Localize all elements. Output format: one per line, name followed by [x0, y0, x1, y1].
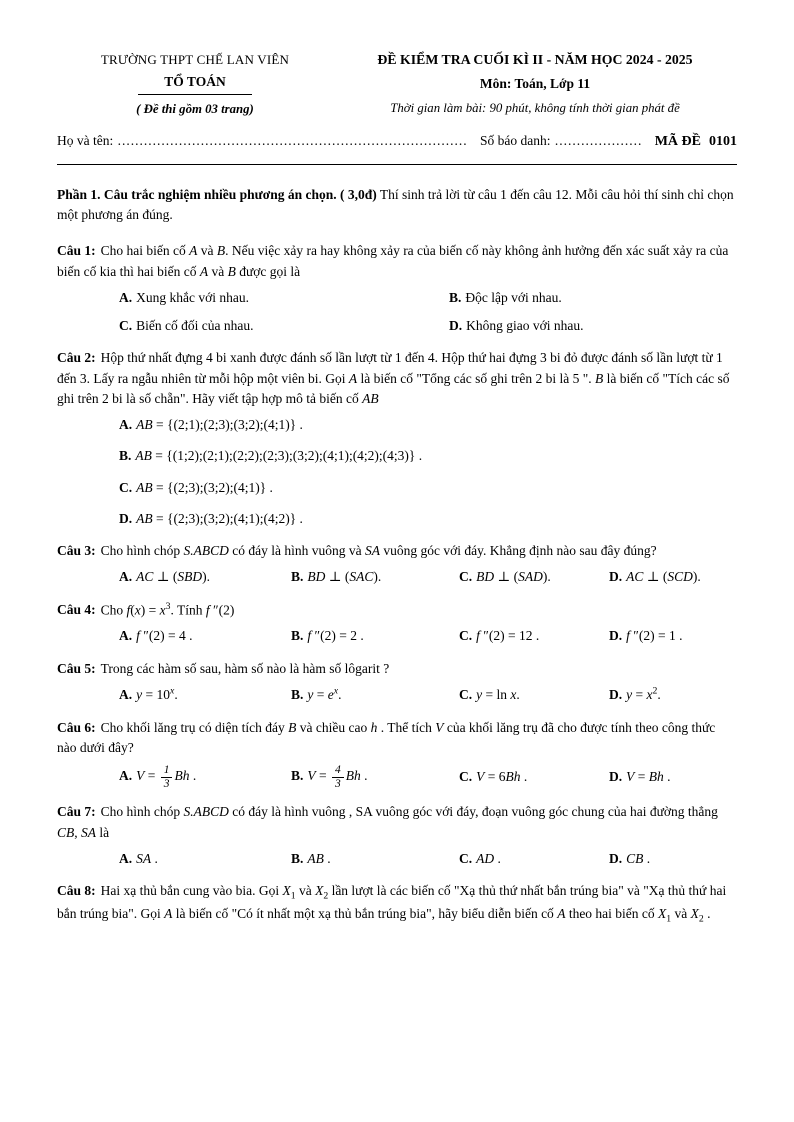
option-text: f ″(2) = 1 . [626, 628, 683, 644]
question-2-option-d [119, 509, 737, 529]
candidate-name-field [57, 131, 468, 151]
question-3 [57, 541, 737, 588]
option-text: AB = {(2;3);(3;2);(4;1);(4;2)} . [136, 510, 303, 526]
question-6-option-a [119, 764, 281, 790]
option-letter: B. [449, 289, 462, 305]
exam-duration: Thời gian làm bài: 90 phút, không tính thời gian phát đề [390, 100, 680, 115]
department [57, 72, 333, 95]
option-letter: D. [449, 318, 463, 334]
question-1-option-d [449, 316, 737, 336]
option-text: V = Bh . [626, 769, 671, 785]
header-right [333, 50, 737, 119]
option-letter: A. [119, 687, 133, 703]
option-text: AB = {(1;2);(2;1);(2;2);(2;3);(3;2);(4;1);(4;2);(4;3)} . [135, 448, 423, 464]
option-letter: D. [609, 850, 623, 866]
option-letter: A. [119, 289, 133, 305]
sbd-label: Số báo danh: [479, 132, 551, 148]
question-3-option-c [459, 567, 599, 587]
question-2-option-a [119, 415, 737, 435]
option-text: $y = x^2$. [626, 685, 661, 703]
question-3-label: Câu 3: [57, 543, 96, 559]
option-text: $y = 10^x$. [136, 685, 178, 703]
question-1-option-b [449, 288, 737, 308]
option-text: AD . [476, 850, 501, 866]
question-3-option-a [119, 567, 281, 587]
question-2-option-b [119, 446, 737, 466]
question-2-text: Câu 2: Hộp thứ nhất đựng 4 bi xanh được đánh số lần lượt từ 1 đến 4. Hộp thứ hai đựng 3 bi đỏ được đánh số lần lượt từ 1 đến 3. Lấy ra ngẫu nhiên từ mỗi hộp một viên bi. Gọi A là biến cố "Tổng các số ghi trên 2 bi là 5 ". B là biến cố "Tích các số ghi trên 2 bi là số chẵn". Hãy viết tập hợp mô tả biến cố AB [57, 350, 730, 406]
option-letter: B. [291, 687, 304, 703]
question-list [57, 241, 737, 927]
option-letter: C. [459, 687, 473, 703]
question-5-option-b [291, 685, 449, 706]
question-4-option-a [119, 626, 281, 646]
option-text: Không giao với nhau. [466, 318, 584, 334]
option-letter: D. [609, 769, 623, 785]
header-columns [57, 50, 737, 119]
candidate-row [57, 131, 737, 152]
question-2 [57, 348, 737, 529]
question-5-label: Câu 5: [57, 660, 96, 676]
option-text: AB = {(2;1);(2;3);(3;2);(4;1)} . [136, 417, 303, 433]
part1-instructions: Thí sinh trả lời từ câu 1 đến câu 12. Mỗi câu hỏi thí sinh chỉ chọn một phương án đúng. [57, 186, 734, 223]
option-letter: B. [291, 628, 304, 644]
question-6-option-b [291, 764, 449, 790]
question-3-options [119, 567, 737, 587]
part1-heading [57, 185, 737, 226]
option-text: AB = {(2;3);(3;2);(4;1)} . [136, 479, 273, 495]
question-7-option-a [119, 849, 281, 869]
question-6-options [119, 764, 737, 790]
option-letter: D. [609, 569, 623, 585]
question-1-text: Câu 1: Cho hai biến cố A và B. Nếu việc xảy ra hay không xảy ra của biến cố này không ảnh hưởng đến xác suất xảy ra của biến cố kia thì hai biến cố A và B được gọi là [57, 243, 729, 279]
option-letter: A. [119, 850, 133, 866]
question-2-label: Câu 2: [57, 350, 96, 366]
option-letter: C. [459, 628, 473, 644]
header-left [57, 50, 333, 119]
question-8 [57, 881, 737, 928]
exam-subject: Môn: Toán, Lớp 11 [479, 75, 591, 91]
option-letter: A. [119, 628, 133, 644]
question-5-option-d [609, 685, 737, 706]
option-text: $y = e^x$. [307, 685, 342, 703]
option-letter: A. [119, 768, 133, 784]
question-6-option-d [609, 767, 737, 787]
header-divider [57, 164, 737, 165]
option-text: V = $\frac{4}{3}$ Bh . [307, 764, 368, 790]
question-4-option-c [459, 626, 599, 646]
part1-title: Phần 1. Câu trắc nghiệm nhiều phương án chọn. ( 3,0đ) [57, 186, 377, 202]
option-text: BD ⊥ (SAC). [307, 569, 382, 585]
option-text: SA . [136, 850, 158, 866]
option-text: AC ⊥ (SBD). [136, 569, 210, 585]
exam-code-field [655, 131, 737, 152]
option-text: Độc lập với nhau. [465, 289, 562, 305]
question-1 [57, 241, 737, 336]
option-text: f ″(2) = 12 . [476, 628, 540, 644]
question-8-text: Câu 8: Hai xạ thủ bắn cung vào bia. Gọi $X_1$ và $X_2$ lần lượt là các biến cố "Xạ thủ thứ nhất bắn trúng bia" và "Xạ thủ thứ hai bắn trúng bia". Gọi A là biến cố "Có ít nhất một xạ thủ bắn trúng bia", hãy biểu diễn biến cố A theo hai biến cố $X_1$ và $X_2$ . [57, 883, 727, 926]
option-letter: B. [291, 569, 304, 585]
question-3-option-d [609, 567, 737, 587]
option-letter: B. [291, 850, 304, 866]
question-4-text: Câu 4: Cho $f(x) = x^3$. Tính f ″(2) [57, 600, 235, 618]
question-6 [57, 718, 737, 791]
exam-code-label: MÃ ĐỀ [654, 133, 701, 149]
sbd-dotted-line: .................... [550, 132, 643, 148]
question-1-label: Câu 1: [57, 243, 96, 259]
school-name: TRƯỜNG THPT CHẾ LAN VIÊN [100, 52, 290, 67]
option-text: AC ⊥ (SCD). [626, 569, 701, 585]
question-5 [57, 659, 737, 706]
option-text: AB . [307, 850, 331, 866]
question-5-option-c [459, 685, 599, 705]
option-letter: C. [459, 850, 473, 866]
option-letter: B. [119, 448, 132, 464]
option-letter: C. [119, 479, 133, 495]
option-letter: C. [459, 769, 473, 785]
question-5-option-a [119, 685, 281, 706]
exam-header [57, 50, 737, 165]
question-1-option-a [119, 288, 439, 308]
option-letter: A. [119, 569, 133, 585]
exam-code-value: 0101 [709, 133, 737, 149]
option-letter: D. [119, 510, 133, 526]
option-text: Xung khắc với nhau. [136, 289, 249, 305]
question-6-text: Câu 6: Cho khối lăng trụ có diện tích đáy B và chiều cao h . Thể tích V của khối lăng trụ đã cho được tính theo công thức nào dưới đây? [57, 719, 716, 755]
question-7-option-c [459, 849, 599, 869]
question-6-option-c [459, 767, 599, 787]
option-text: f ″(2) = 4 . [136, 628, 193, 644]
question-4-options [119, 626, 737, 646]
question-1-option-c [119, 316, 439, 336]
candidate-number-field [480, 131, 642, 151]
question-4-label: Câu 4: [57, 602, 96, 618]
option-letter: C. [119, 318, 133, 334]
option-letter: B. [291, 768, 304, 784]
name-dotted-line: ................................................................................ [113, 132, 468, 148]
option-text: CB . [626, 850, 651, 866]
question-7 [57, 802, 737, 869]
question-7-option-b [291, 849, 449, 869]
question-8-label: Câu 8: [57, 883, 96, 899]
name-label: Họ và tên: [57, 132, 114, 148]
question-7-option-d [609, 849, 737, 869]
option-letter: C. [459, 569, 473, 585]
question-4 [57, 600, 737, 647]
exam-title: ĐỀ KIỂM TRA CUỐI KÌ II - NĂM HỌC 2024 - 2025 [377, 52, 693, 67]
option-letter: D. [609, 628, 623, 644]
question-6-label: Câu 6: [57, 719, 96, 735]
question-3-text: Câu 3: Cho hình chóp S.ABCD có đáy là hình vuông và SA vuông góc với đáy. Khẳng định nào sau đây đúng? [57, 543, 657, 559]
question-4-option-b [291, 626, 449, 646]
question-4-option-d [609, 626, 737, 646]
question-7-label: Câu 7: [57, 804, 96, 820]
question-7-text: Câu 7: Cho hình chóp S.ABCD có đáy là hình vuông , SA vuông góc với đáy, đoạn vuông góc chung của hai đường thẳng CB, SA là [57, 804, 718, 840]
option-text: V = 6Bh . [476, 769, 528, 785]
department-name: TỔ TOÁN [138, 72, 251, 95]
option-text: V = $\frac{1}{3}$ Bh . [136, 764, 197, 790]
option-text: Biến cố đối của nhau. [136, 318, 254, 334]
question-2-options [119, 415, 737, 529]
pages-note: ( Đề thi gồm 03 trang) [136, 101, 254, 116]
option-text: f ″(2) = 2 . [307, 628, 364, 644]
question-1-options [119, 288, 737, 337]
question-7-options [119, 849, 737, 869]
question-2-option-c [119, 478, 737, 498]
option-letter: A. [119, 417, 133, 433]
question-5-options [119, 685, 737, 706]
option-letter: D. [609, 687, 623, 703]
option-text: BD ⊥ (SAD). [476, 569, 551, 585]
option-text: y = ln x. [476, 687, 520, 703]
question-3-option-b [291, 567, 449, 587]
question-5-text: Câu 5: Trong các hàm số sau, hàm số nào là hàm số lôgarit ? [57, 660, 390, 676]
